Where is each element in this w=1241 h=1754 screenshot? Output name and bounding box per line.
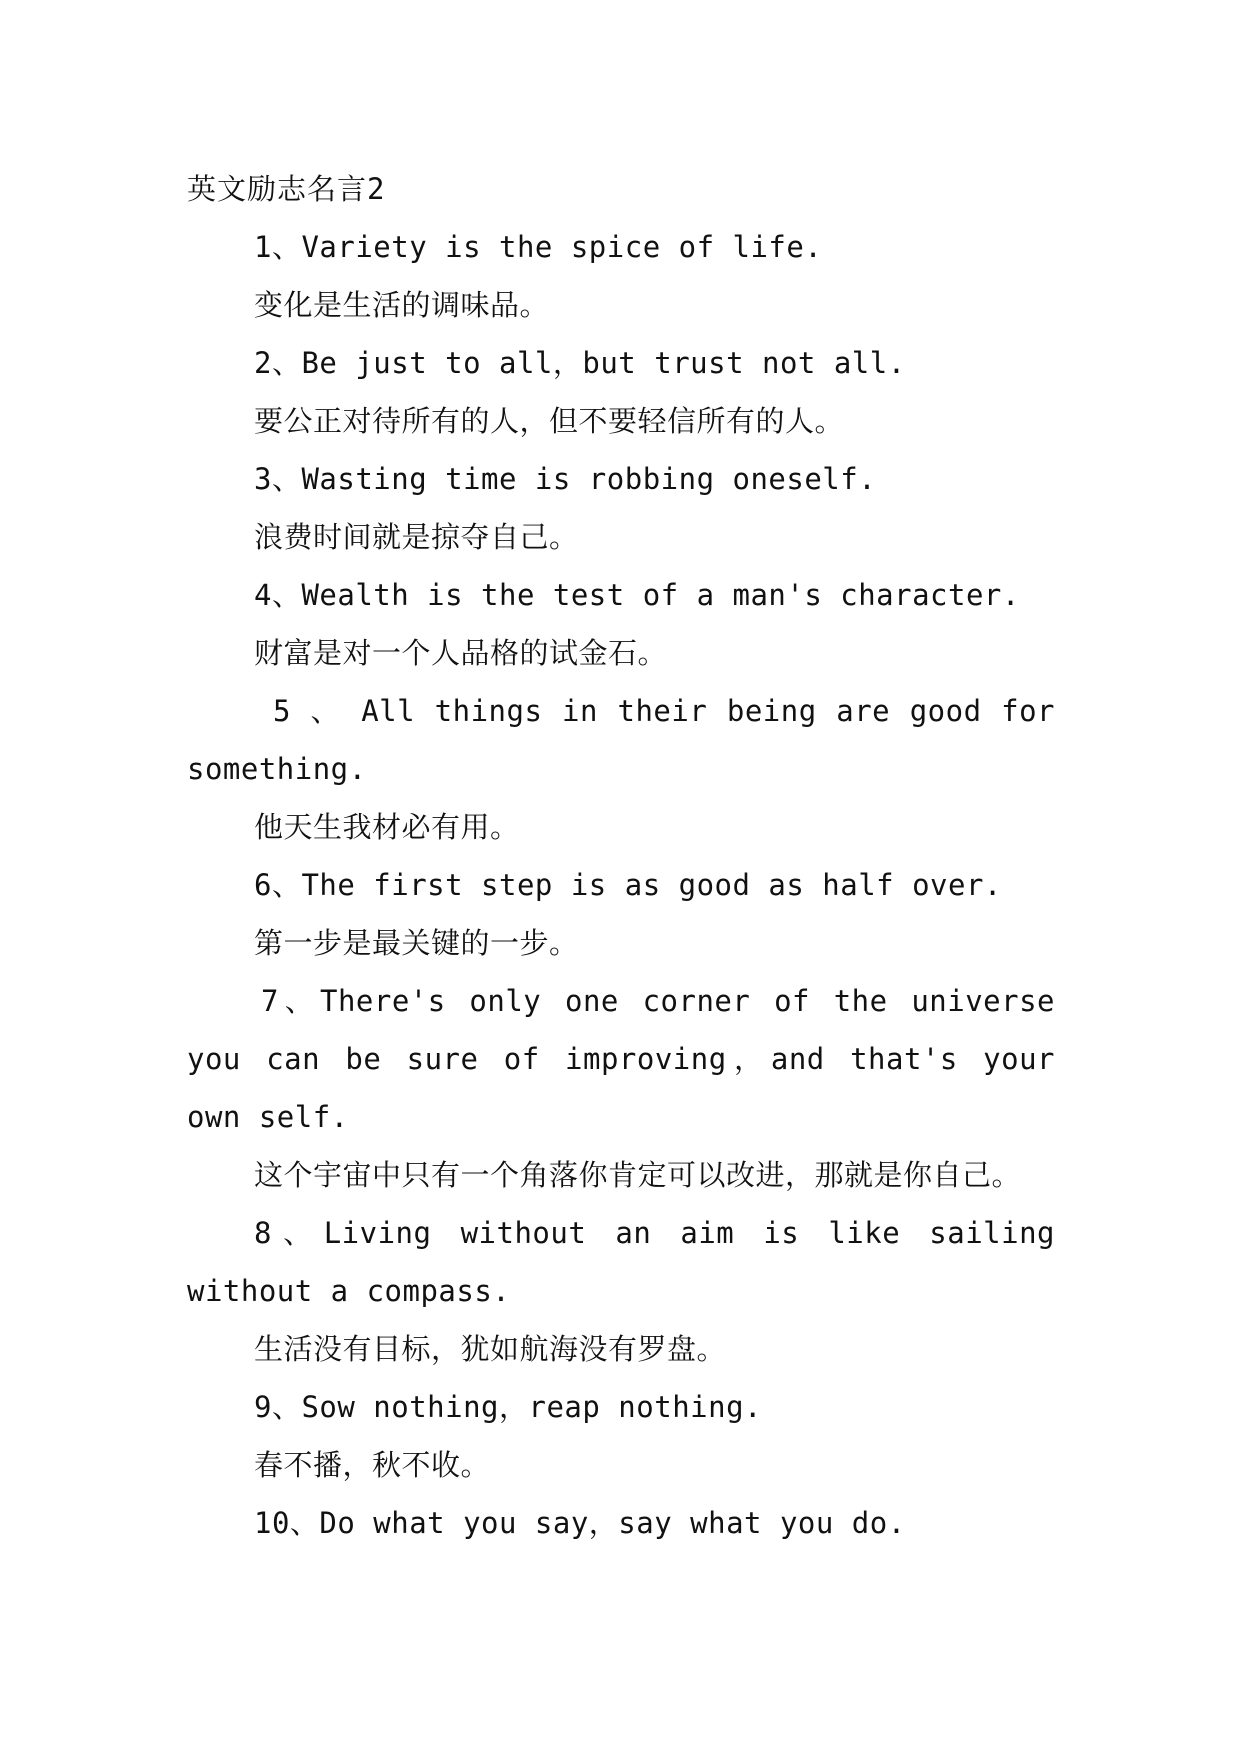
quote-4-english: 4、Wealth is the test of a man's character. xyxy=(254,578,1020,612)
quote-2-chinese: 要公正对待所有的人，但不要轻信所有的人。 xyxy=(254,404,845,438)
quote-1-chinese: 变化是生活的调味品。 xyxy=(254,288,550,322)
quote-5-chinese: 他天生我材必有用。 xyxy=(254,810,520,844)
quote-9-english: 9、Sow nothing，reap nothing. xyxy=(254,1390,762,1424)
quote-3-english: 3、Wasting time is robbing oneself. xyxy=(254,462,877,496)
document-title: 英文励志名言2 xyxy=(187,172,386,206)
quote-1-english: 1、Variety is the spice of life. xyxy=(254,230,823,264)
quote-10-english: 10、Do what you say，say what you do. xyxy=(254,1506,906,1540)
document-body xyxy=(187,160,1055,1552)
quote-8-english: 8、Living without an aim is like sailing without a compass. xyxy=(187,1216,1055,1308)
quote-7-english: 7、There's only one corner of the universe you can be sure of improving，and that's your own self. xyxy=(187,984,1055,1134)
quote-9-chinese: 春不播，秋不收。 xyxy=(254,1448,491,1482)
quote-7-chinese: 这个宇宙中只有一个角落你肯定可以改进，那就是你自己。 xyxy=(254,1158,1022,1192)
quote-6-chinese: 第一步是最关键的一步。 xyxy=(254,926,579,960)
quote-4-chinese: 财富是对一个人品格的试金石。 xyxy=(254,636,668,670)
quote-6-english: 6、The first step is as good as half over. xyxy=(254,868,1002,902)
quote-2-english: 2、Be just to all，but trust not all. xyxy=(254,346,906,380)
quote-8-chinese: 生活没有目标，犹如航海没有罗盘。 xyxy=(254,1332,727,1366)
quote-5-english: 5 、 All things in their being are good for something. xyxy=(187,694,1055,786)
quote-3-chinese: 浪费时间就是掠夺自己。 xyxy=(254,520,579,554)
